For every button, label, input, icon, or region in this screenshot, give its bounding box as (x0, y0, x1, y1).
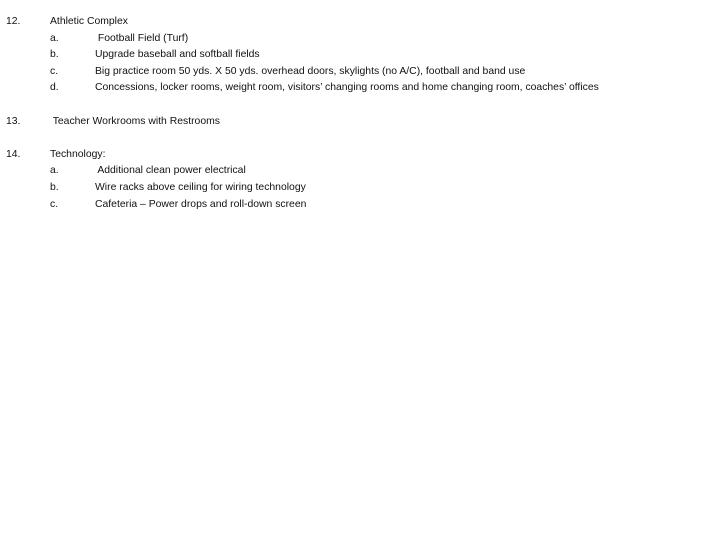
item-text: Upgrade baseball and softball fields (95, 49, 260, 61)
item-label: d. (50, 82, 59, 94)
item-text: Additional clean power electrical (95, 165, 246, 177)
document-page (0, 0, 720, 213)
list-item (0, 197, 720, 214)
list-item (0, 47, 720, 64)
section-title: Technology: (50, 148, 106, 160)
list-item (0, 64, 720, 81)
item-text: Big practice room 50 yds. X 50 yds. overhead doors, skylights (no A/C), football and band use (95, 65, 526, 77)
item-text: Cafeteria – Power drops and roll-down screen (95, 198, 307, 210)
section-13-heading (0, 114, 720, 131)
section-12-heading (0, 14, 720, 31)
item-label: b. (50, 49, 59, 61)
list-item (0, 31, 720, 48)
section-title: Teacher Workrooms with Restrooms (50, 115, 220, 127)
section-number: 13. (6, 115, 21, 127)
item-label: c. (50, 65, 59, 77)
item-label: b. (50, 181, 59, 193)
item-text: Wire racks above ceiling for wiring technology (95, 181, 306, 193)
item-label: a. (50, 165, 59, 177)
section-number: 12. (6, 16, 21, 27)
item-label: c. (50, 198, 59, 210)
section-number: 14. (6, 148, 21, 160)
item-text: Football Field (Turf) (95, 32, 189, 44)
section-title: Athletic Complex (50, 16, 128, 27)
list-item (0, 80, 720, 97)
item-text: Concessions, locker rooms, weight room, visitors’ changing rooms and home changing room, coaches’ offices (95, 82, 599, 94)
section-14-heading (0, 147, 720, 164)
list-item (0, 163, 720, 180)
list-item (0, 180, 720, 197)
item-label: a. (50, 32, 59, 44)
